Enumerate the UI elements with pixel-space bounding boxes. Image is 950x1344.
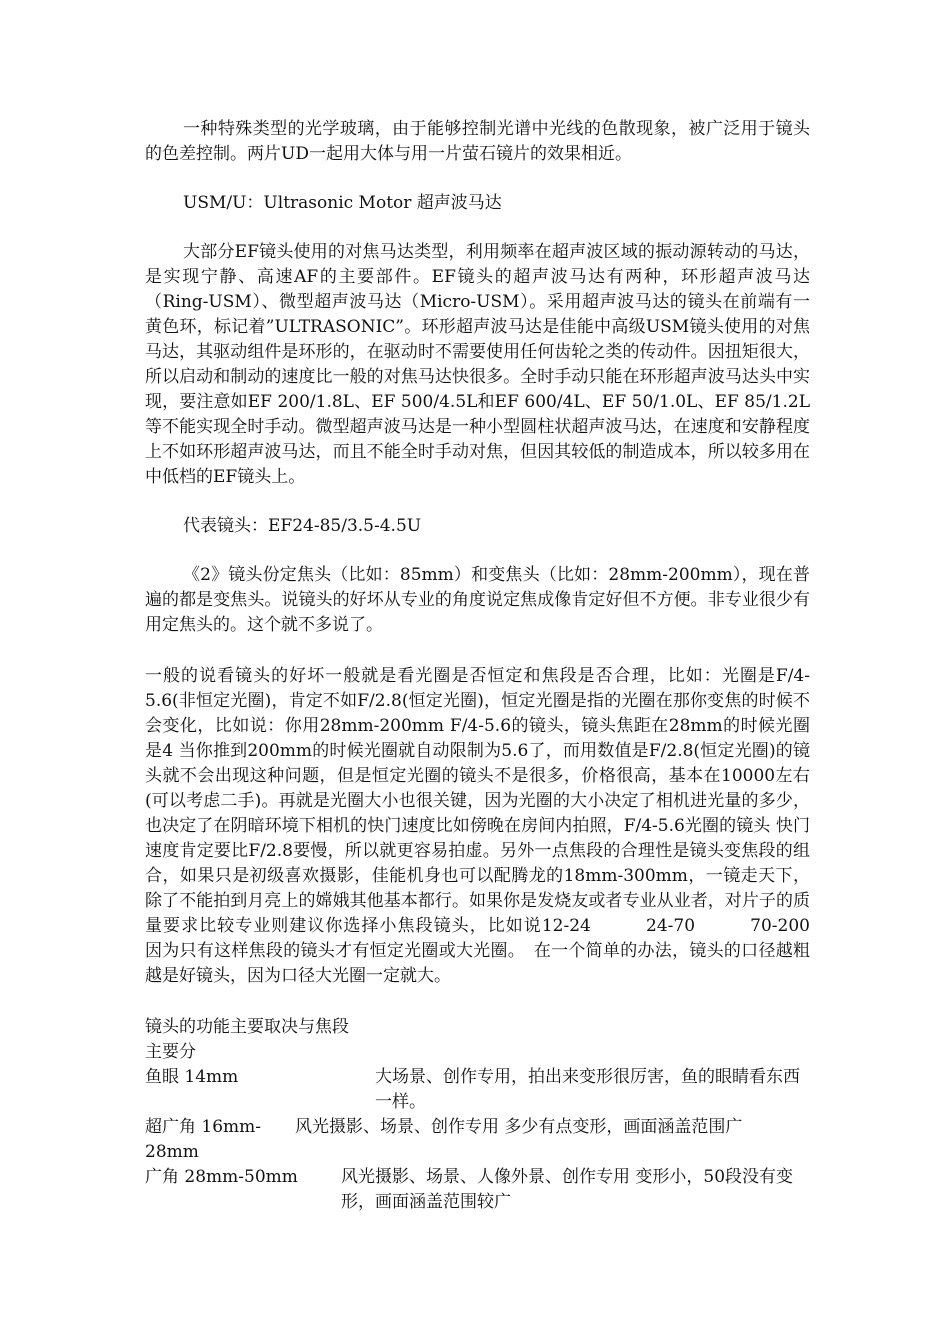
paragraph-usm-description: 大部分EF镜头使用的对焦马达类型，利用频率在超声波区域的振动源转动的马达，是实现宁静、高速AF的主要部件。EF镜头的超声波马达有两种，环形超声波马达（Ring-USM）、微型超声波马达（Micro-USM）。采用超声波马达的镜头在前端有一黄色环，标记着”ULTRASONIC”。环形超声波马达是佳能中高级USM镜头使用的对焦马达，其驱动组件是环形的，在驱动时不需要使用任何齿轮之类的传动件。因扭矩很大，所以启动和制动的速度比一般的对焦马达快很多。全时手动只能在环形超声波马达头中实现，要注意如EF 200/1.8L、EF 500/4.5L和EF 600/4L、EF 50/1.0L、EF 85/1.2L等不能实现全时手动。微型超声波马达是一种小型圆柱状超声波马达，在速度和安静程度上不如环形超声波马达，而且不能全时手动对焦，但因其较低的制造成本，所以较多用在中低档的EF镜头上。 xyxy=(145,242,810,487)
paragraph-aperture-discussion: 一般的说看镜头的好坏一般就是看光圈是否恒定和焦段是否合理，比如：光圈是F/4-5.6(非恒定光圈)，肯定不如F/2.8(恒定光圈)，恒定光圈是指的光圈在那你变焦的时候不会变化，比如说：你用28mm-200mm F/4-5.6的镜头，镜头焦距在28mm的时候光圈是4 当你推到200mm的时候光圈就自动限制为5.6了，而用数值是F/2.8(恒定光圈)的镜头就不会出现这种问题，但是恒定光圈的镜头不是很多，价格很高，基本在10000左右(可以考虑二手)。再就是光圈大小也很关键，因为光圈的大小决定了相机进光量的多少，也决定了在阴暗环境下相机的快门速度比如傍晚在房间内拍照，F/4-5.6光圈的镜头 快门速度肯定要比F/2.8要慢，所以就更容易拍虚。另外一点焦段的合理性是镜头变焦段的组合，如果只是初级喜欢摄影，佳能机身也可以配腾龙的18mm-300mm，一镜走天下，除了不能拍到月亮上的嫦娥其他基本都行。如果你是发烧友或者专业从业者，对片子的质量要求比较专业则建议你选择小焦段镜头，比如说12-24 24-70 70-200 因为只有这样焦段的镜头才有恒定光圈或大光圈。 在一个简单的办法，镜头的口径越粗越是好镜头，因为口径大光圈一定就大。 xyxy=(145,666,861,986)
lens-item-name: 鱼眼 14mm xyxy=(145,1067,239,1087)
lens-item-wide xyxy=(145,1165,810,1215)
lens-item-desc: 风光摄影、场景、人像外景、创作专用 变形小，50段没有变形，画面涵盖范围较广 xyxy=(341,1167,794,1212)
lens-item-desc: 大场景、创作专用，拍出来变形很厉害，鱼的眼睛看东西一样。 xyxy=(375,1067,800,1112)
lens-item-ultra-wide xyxy=(145,1115,810,1165)
paragraph-prime-vs-zoom: 《2》镜头份定焦头（比如：85mm）和变焦头（比如：28mm-200mm），现在普遍的都是变焦头。说镜头的好坏从专业的角度说定焦成像肯定好但不方便。非专业很少有用定焦头的。这个就不多说了。 xyxy=(145,565,810,635)
document-page xyxy=(145,117,861,1215)
lens-item-name: 超广角 16mm-28mm xyxy=(145,1117,262,1162)
paragraph-ud-glass: 一种特殊类型的光学玻璃，由于能够控制光谱中光线的色散现象，被广泛用于镜头的色差控制。两片UD一起用大体与用一片萤石镜片的效果相近。 xyxy=(145,119,810,164)
lens-section-subheading: 主要分 xyxy=(145,1042,196,1062)
lens-item-desc: 风光摄影、场景、创作专用 多少有点变形，画面涵盖范围广 xyxy=(295,1117,743,1137)
paragraph-representative-lens: 代表镜头：EF24-85/3.5-4.5U xyxy=(183,516,422,536)
lens-function-section xyxy=(145,1015,810,1215)
lens-item-name: 广角 28mm-50mm xyxy=(145,1167,298,1187)
lens-section-heading: 镜头的功能主要取决与焦段 xyxy=(145,1017,349,1037)
paragraph-usm-heading: USM/U：Ultrasonic Motor 超声波马达 xyxy=(183,193,502,213)
lens-item-fisheye xyxy=(145,1065,810,1115)
